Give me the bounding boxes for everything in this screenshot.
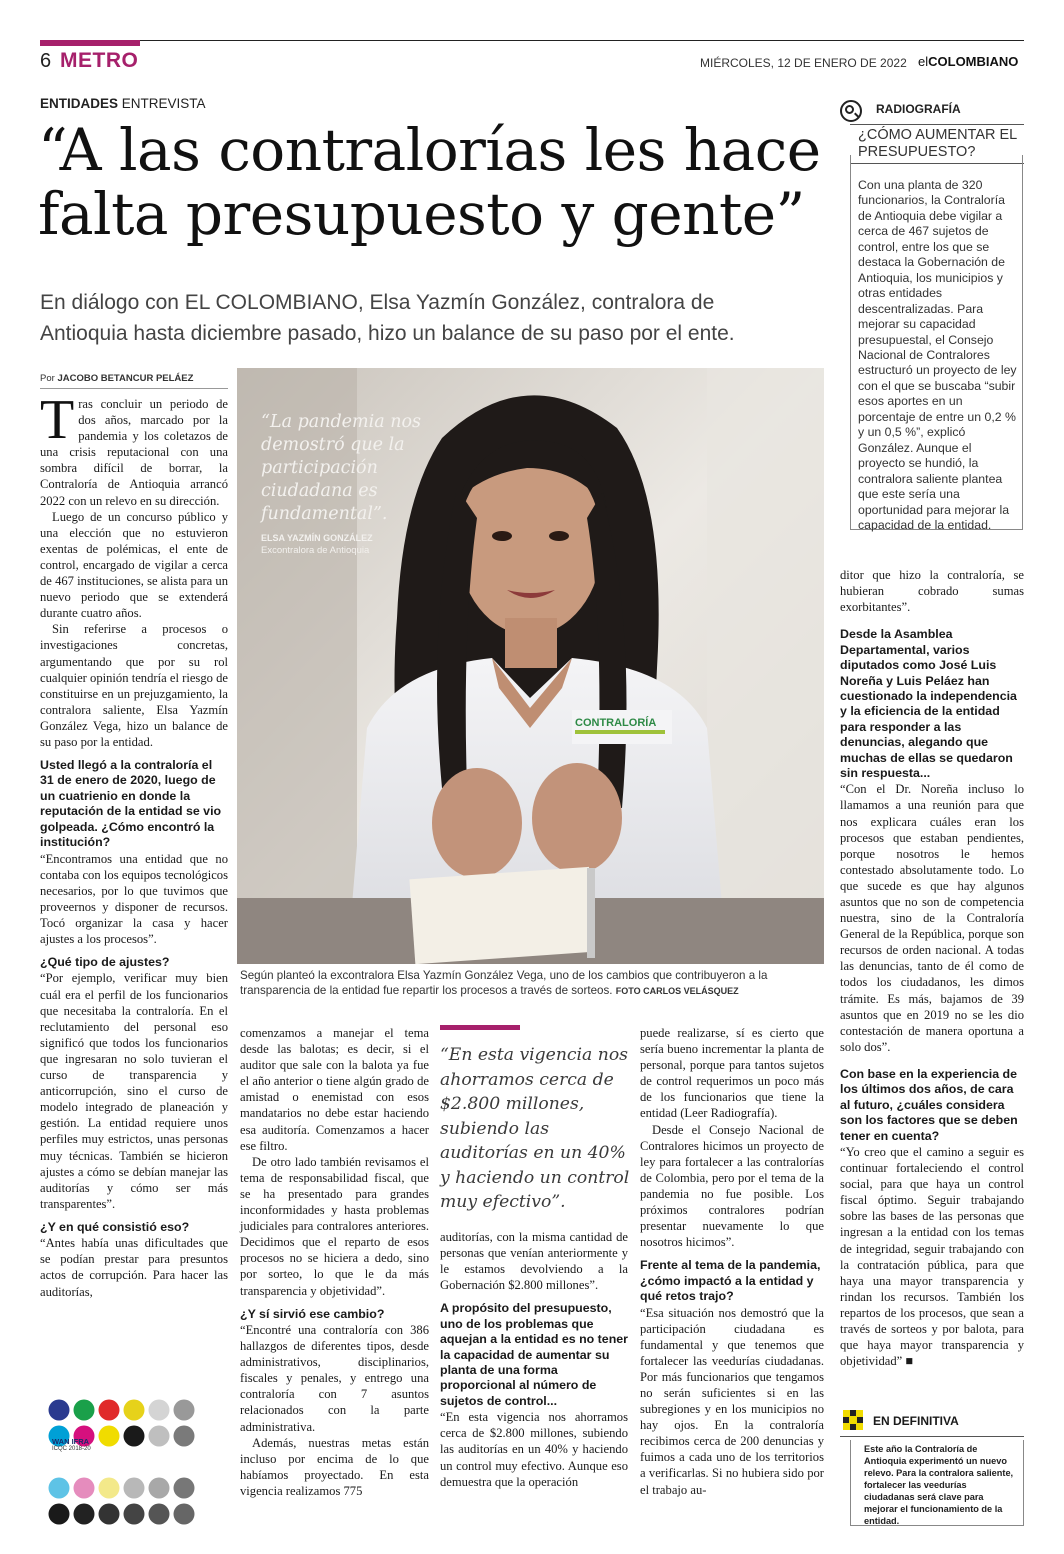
drop-cap: T [40, 389, 75, 451]
interview-question: Usted llegó a la contraloría el 31 de enero de 2020, luego de un cuatrienio en donde la reputación de la entidad se vio golpeada. ¿Cómo encontró la institución? [40, 758, 222, 850]
color-swatch [74, 1478, 95, 1499]
interview-question: ¿Qué tipo de ajustes? [40, 955, 170, 970]
color-swatch [174, 1426, 195, 1447]
interview-answer: “Encontré una contraloría con 386 hallazgos de diferentes tipos, desde administrativos, disciplinarios, fiscales y penales, y entrego una contraloría con 7 asuntos relacionados con la parte administrativa. [240, 1323, 429, 1434]
paragraph: Desde el Consejo Nacional de Contralores hicimos un proyecto de ley para fortalecer a las contralorías de Colombia, pero por el tema de la pandemia no fue posible. Los próximos contralores podrían presentar nuevamente lo que nosotros hicimos”. [640, 1122, 824, 1250]
headline-line-1: “A las contralorías les hace [38, 116, 821, 184]
article-deck: En diálogo con EL COLOMBIANO, Elsa Yazmín González, contralora de Antioquia hasta diciembre pasado, hizo un balance de su paso por el ente. [40, 291, 735, 345]
page-number: 6 [40, 50, 52, 72]
column-2 [240, 1025, 429, 1499]
interview-answer: “Esa situación nos demostró que la participación ciudadana es fundamental y que tenemos que fortalecer las veedurías ciudadanas. Por más funcionarios que tengamos no serán suficientes si en las subregiones y en los municipios no hay ojos. En la contraloría recibimos cerca de 200 denuncias y fuimos a cada uno de los territorios a verificarlas. Si no hubiera sido por el trabajo au- [640, 1305, 824, 1497]
paragraph: ditor que hizo la contraloría, se hubieran cobrado sumas exorbitantes”. [840, 568, 1024, 615]
paragraph: De otro lado también revisamos el tema de responsabilidad fiscal, que se ha presentado para grandes inconformidades y hasta problemas judiciales para contralores anteriores. Decidimos que el reparto de esos procesos no se hiciera a dedo, sino por sorteo, lo que le da más transparencia y objetividad”. [240, 1154, 429, 1298]
interview-question: Frente al tema de la pandemia, ¿cómo impactó a la entidad y qué retos trajo? [640, 1258, 821, 1304]
section-name: METRO [60, 49, 139, 72]
column-3 [440, 1229, 628, 1490]
pullquote-accent-bar [440, 1025, 520, 1030]
photo-quote: “La pandemia nos demostró que la participación ciudadana es fundamental”. [261, 412, 422, 524]
magnifier-icon [840, 100, 862, 122]
definitiva-title: EN DEFINITIVA [873, 1414, 959, 1428]
interview-answer: “Por ejemplo, verificar muy bien cuál era el perfil de los funcionarios que necesitaba la contraloría. En el reclutamiento del personal eso significó que todos los funcionarios que ingresaran no solo tuvieran el curso de transparencia y anticorrupción, sino el curso de modelo integrado de planeación y gestión. La entidad requiere unos perfiles muy estrictos, unas personas muy técnicas. También se hicieron ajustes a cómo se debían manejar las auditorías y cómo ser más transparentes”. [40, 971, 228, 1211]
paragraph: Sin referirse a procesos o investigaciones concretas, argumentando que por su rol cualquier opinión tendría el riesgo de constituirse en un prejuzgamiento, la contralora saliente, Elsa Yazmín González Vega, hizo un balance de su paso por la entidad. [40, 622, 228, 749]
color-swatches [48, 1399, 196, 1525]
interview-answer: “Antes había unas dificultades que se podían prestar para presuntos actos de corrupción. Para hacer las auditorías, [40, 1236, 228, 1299]
definitiva-text: Este año la Contraloría de Antioquia experimentó un nuevo relevo. Para la contralora saliente, fortalecer las veedurías ciudadanas será clave para mejorar el funcionamiento de la entidad. [864, 1444, 1014, 1526]
interview-question: ¿Y en qué consistió eso? [40, 1219, 190, 1234]
color-swatch [74, 1400, 95, 1421]
sidebar-subtitle: ¿CÓMO AUMENTAR EL PRESUPUESTO? [858, 127, 1017, 160]
paragraph: puede realizarse, sí es cierto que sería bueno incrementar la planta de personal, porque para tantos sujetos de control requerimos un poco más de los funcionarios que tiene la entidad (Leer Radiografía). [640, 1026, 824, 1121]
color-swatch [149, 1426, 170, 1447]
color-swatch [124, 1400, 145, 1421]
color-swatch [149, 1478, 170, 1499]
color-swatch [149, 1400, 170, 1421]
print-color-bar [48, 1399, 196, 1525]
colorbar-sublabel: ICQC 2018-20 [52, 1446, 91, 1452]
paragraph: comenzamos a manejar el tema desde las balotas; es decir, si el auditor que sale con la balota ya fue el año anterior o tiene algún grado de amistad o enemistad con esos mandatarios no debe estar haciendo esa auditoría. Comenzamos a hacer ese filtro. [240, 1026, 429, 1153]
photo-caption: Según planteó la excontralora Elsa Yazmín González Vega, uno de los cambios que contribuyeron a la transparencia de la entidad fue repartir los procesos a través de sorteos. FOTO CARLOS VELÁSQUEZ [240, 969, 768, 997]
checker-icon [843, 1410, 863, 1430]
paragraph: Luego de un concurso público y una elección que no estuvieron exentas de polémicas, el ente de control, encargado de vigilar a cerca de 467 instituciones, se alista para un nuevo periodo que se extenderá durante cuatro años. [40, 509, 228, 621]
color-swatch [99, 1504, 120, 1525]
interview-answer: “Yo creo que el camino a seguir es continuar fortaleciendo el control social, para que haya un control fiscal óptimo. Seguir trabajando sobre las bases de las personas que ingresan a la entidad con los temas de integridad, seguir trabajando con la contratación pública, para que haya una mayor transparencia y rindan los recursos. También los repartos de los procesos, que sean a través de sorteos y por balota, para que haya mayor transparencia y objetividad” ■ [840, 1144, 1024, 1369]
color-swatch [124, 1504, 145, 1525]
color-swatch [124, 1426, 145, 1447]
column-1 [40, 389, 228, 1300]
column-5 [840, 567, 1024, 1369]
color-swatch [99, 1478, 120, 1499]
color-swatch [124, 1478, 145, 1499]
interview-question: Con base en la experiencia de los últimos dos años, de cara al futuro, ¿cuáles considera son los factores que se deben tener en cuenta? [840, 1066, 1018, 1143]
article-kicker: ENTIDADES ENTREVISTA [40, 96, 206, 111]
color-swatch [174, 1478, 195, 1499]
color-swatch [174, 1400, 195, 1421]
pull-quote: “En esta vigencia nos ahorramos cerca de $2.800 millones, subiendo las auditorías en un 40% y haciendo un control muy efectivo”. [440, 1045, 630, 1212]
byline: Por JACOBO BETANCUR PELÁEZ [40, 373, 194, 384]
header-rule [40, 40, 1024, 41]
sidebar-top-rule [850, 124, 1024, 125]
date-line: MIÉRCOLES, 12 DE ENERO DE 2022 [700, 56, 907, 70]
shirt-logo-text: CONTRALORÍA [575, 717, 657, 729]
photo-quote-name: ELSA YAZMÍN GONZÁLEZ [261, 533, 373, 543]
color-swatch [49, 1504, 70, 1525]
paragraph: auditorías, con la misma cantidad de personas que venían anteriormente y le estamos devolviendo a la Gobernación $2.800 millones”. [440, 1230, 628, 1293]
sidebar-text: Con una planta de 320 funcionarios, la Contraloría de Antioquia debe vigilar a cerca de 467 sujetos de control, entre los que se destaca la Gobernación de Antioquia, los municipios y otras entidades descentralizadas. Para mejorar su capacidad presupuestal, el Consejo Nacional de Contralores estructuró un proyecto de ley con el que se buscaba “subir esos aportes en un porcentaje de entre un 0,2 % y un 0,5 %”, explicó González. Aunque el proyecto se hundió, la contralora saliente plantea que este sería una oportunidad para mejorar la capacidad de la entidad. [858, 178, 1017, 532]
interview-question: Desde la Asamblea Departamental, varios diputados como José Luis Noreña y Luis Peláez han cuestionado la independencia y la eficiencia de la entidad para responder a las denuncias, alegando que muchas de ellas se quedaron sin respuesta... [840, 627, 1017, 780]
interview-answer: “En esta vigencia nos ahorramos cerca de $2.800 millones, subiendo las auditorías en un 40% y haciendo un control muy efectivo. Aunque eso demuestra que la operación [440, 1410, 628, 1489]
photo-credit: FOTO CARLOS VELÁSQUEZ [615, 986, 739, 996]
sidebar-title: RADIOGRAFÍA [876, 102, 961, 116]
colorbar-label: WAN IFRA [52, 1437, 90, 1446]
headline [38, 118, 828, 246]
lead-paragraph: Tras concluir un periodo de dos años, marcado por la pandemia y los coletazos de una crisis reputacional con una sombra difícil de borrar, la Contraloría de Antioquia arrancó 2022 con un relevo en su dirección. [40, 389, 228, 508]
color-swatch [99, 1400, 120, 1421]
newspaper-name: elCOLOMBIANO [918, 54, 1019, 69]
color-swatch [99, 1426, 120, 1447]
interview-question: ¿Y sí sirvió ese cambio? [240, 1306, 385, 1321]
color-swatch [149, 1504, 170, 1525]
headline-line-2: falta presupuesto y gente” [38, 180, 805, 248]
color-swatch [74, 1504, 95, 1525]
color-swatch [49, 1478, 70, 1499]
end-mark: ■ [905, 1354, 914, 1369]
definitiva-rule [840, 1436, 1024, 1437]
interview-question: A propósito del presupuesto, uno de los problemas que aquejan a la entidad es no tener la capacidad de aumentar su planta de una forma proporcional al número de sujetos de control... [440, 1301, 628, 1408]
photo-quote-role: Excontralora de Antioquia [261, 545, 370, 556]
paragraph: Además, nuestras metas están incluso por encima de lo que habíamos proyectado. En esta vigencia realizamos 775 [240, 1435, 429, 1498]
interview-answer: “Encontramos una entidad que no contaba con los equipos tecnológicos necesarios, por lo que tuvimos que proveernos y disponer de recursos. Tocó organizar la casa y hacer ajustes a los procesos”. [40, 851, 228, 946]
color-swatch [174, 1504, 195, 1525]
section-accent-bar [40, 40, 140, 46]
color-swatch [49, 1400, 70, 1421]
interview-answer: “Con el Dr. Noreña incluso lo llamamos a una reunión para que nos explicara cuáles eran los procesos que estaban pendientes, porque nosotros le hemos contestado absolutamente todo. Lo que sucede es que hay algunos asuntos que no son de competencia nuestra, sino de la Contraloría General de la República, porque son recursos de orden nacional. A todas las denuncias, tanto de él como de todos los ciudadanos, les dimos trámite. Es más, bajamos de 39 asuntos que en 2019 no se les dio contestación de manera oportuna a solo dos”. [840, 782, 1024, 1054]
column-4 [640, 1025, 824, 1498]
